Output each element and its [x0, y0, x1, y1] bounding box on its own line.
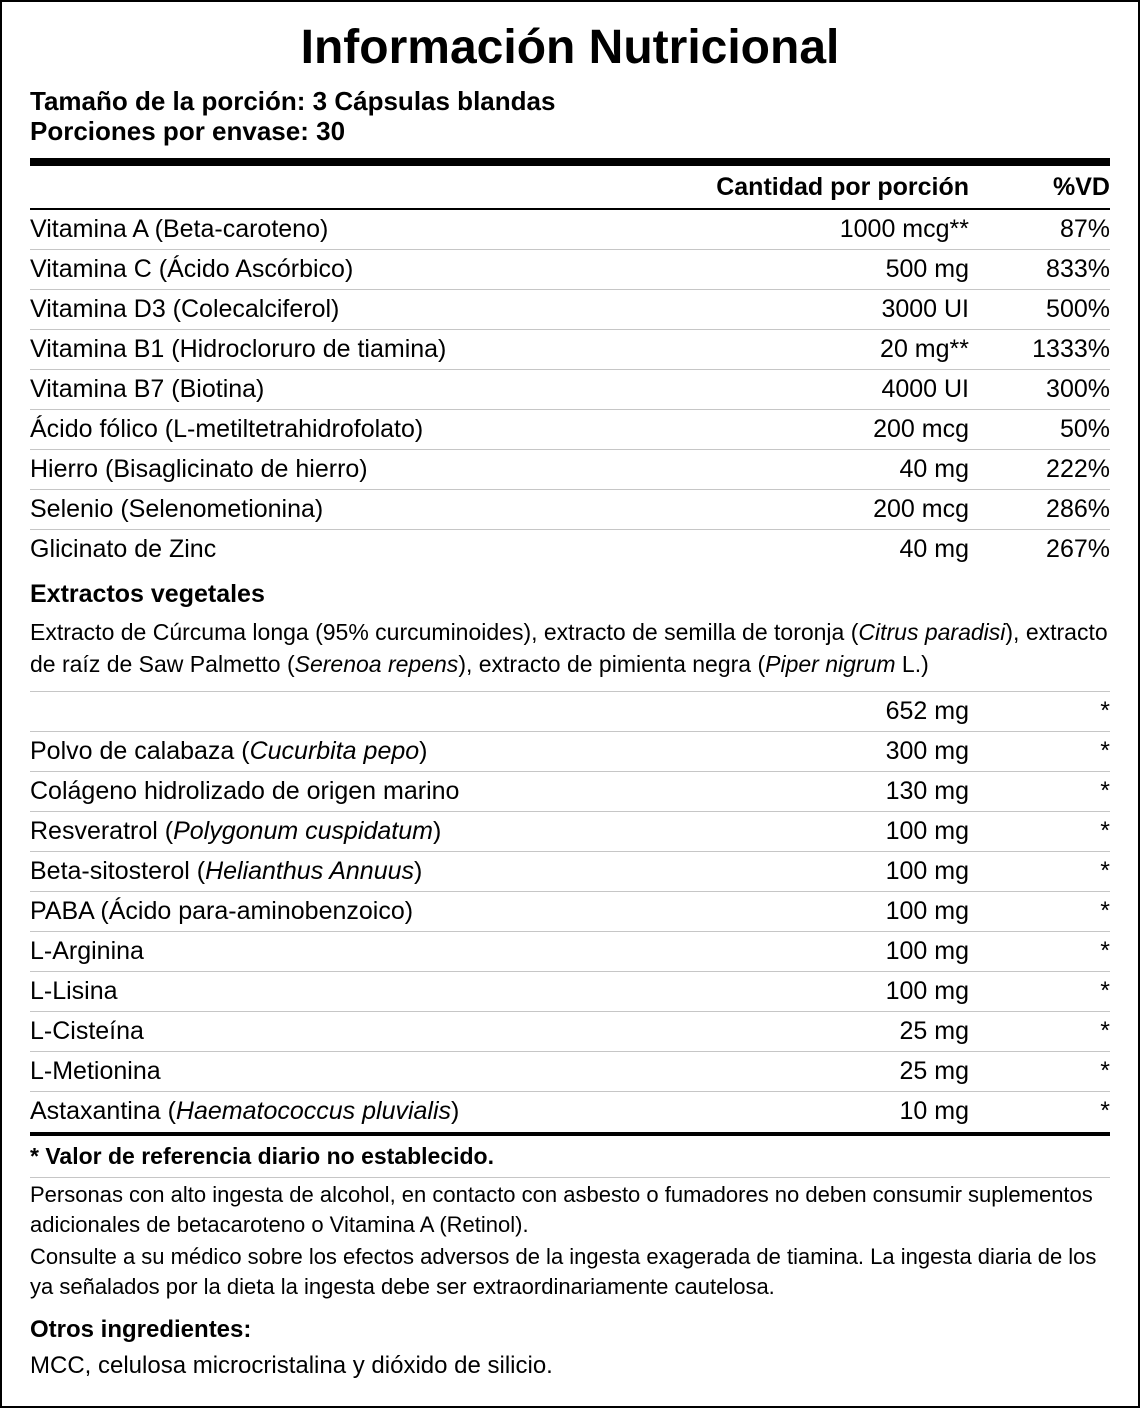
nutrient-dv: 833%	[1046, 255, 1110, 283]
nutrient-name-text: Beta-sitosterol (	[30, 857, 206, 885]
nutrient-row	[30, 972, 1110, 1012]
nutrient-name-text: L-Cisteína	[30, 1017, 144, 1045]
nutrient-amount: 300 mg	[885, 737, 969, 765]
vitamin-row	[30, 490, 1110, 530]
nutrient-name-text: PABA (Ácido para-aminobenzoico)	[30, 897, 414, 925]
nutrient-amount: 200 mcg	[873, 495, 969, 523]
nutrient-name-text: Ácido fólico (L-metiltetrahidrofolato)	[30, 415, 424, 443]
nutrient-name-text: Vitamina B1 (Hidrocloruro de tiamina)	[30, 335, 447, 363]
nutrient-row	[30, 1052, 1110, 1092]
label-title: Información Nutricional	[300, 21, 840, 74]
nutrient-name	[30, 852, 669, 891]
nutrient-name-text: Vitamina D3 (Colecalciferol)	[30, 295, 340, 323]
nutrient-name-text: Polvo de calabaza (	[30, 737, 250, 765]
serving-size	[30, 86, 1110, 116]
nutrient-amount: 652 mg	[885, 697, 969, 725]
nutrient-name	[30, 410, 669, 449]
nutrient-row	[30, 852, 1110, 892]
nutrient-row	[30, 932, 1110, 972]
nutrient-name-text: L-Lisina	[30, 977, 118, 1005]
nutrient-amount: 100 mg	[885, 857, 969, 885]
nutrient-dv: 300%	[1046, 375, 1110, 403]
nutrient-name-text: Vitamina C (Ácido Ascórbico)	[30, 255, 354, 283]
serving-size-label: Tamaño de la porción:	[30, 86, 306, 116]
extract-rows	[30, 692, 1110, 1132]
description-italic: Piper nigrum	[765, 651, 896, 677]
nutrient-row	[30, 1092, 1110, 1132]
warnings	[30, 1180, 1110, 1302]
description-text: Extracto de Cúrcuma longa (95% curcuminoides), extracto de semilla de toronja (	[30, 619, 859, 645]
plant-extracts-row	[30, 692, 1110, 732]
nutrient-name-text: Colágeno hidrolizado de origen marino	[30, 777, 460, 805]
nutrient-name	[30, 1052, 669, 1091]
vitamin-row	[30, 410, 1110, 450]
nutrient-name	[30, 490, 669, 529]
thick-divider	[30, 158, 1110, 166]
nutrient-name	[30, 1012, 669, 1051]
vitamin-row	[30, 330, 1110, 370]
column-header-amount: Cantidad por porción	[716, 173, 969, 201]
column-header-dv: %VD	[1053, 173, 1110, 201]
footnote: * Valor de referencia diario no establecido.	[30, 1136, 1110, 1178]
nutrient-name-text: Vitamina B7 (Biotina)	[30, 375, 265, 403]
nutrient-dv: *	[1100, 817, 1110, 845]
nutrient-name	[30, 290, 669, 329]
warning-text: Personas con alto ingesta de alcohol, en contacto con asbesto o fumadores no deben consumir suplementos adicionales de betacaroteno o Vitamina A (Retinol).	[30, 1182, 1093, 1237]
vitamin-rows	[30, 210, 1110, 570]
vitamin-row	[30, 290, 1110, 330]
nutrient-dv: *	[1100, 937, 1110, 965]
nutrient-amount: 3000 UI	[881, 295, 969, 323]
nutrient-amount: 25 mg	[899, 1057, 969, 1085]
nutrient-amount: 100 mg	[885, 817, 969, 845]
nutrient-dv: 87%	[1059, 215, 1110, 243]
other-ingredients-text: MCC, celulosa microcristalina y dióxido de silicio.	[30, 1352, 553, 1379]
nutrient-name-text: Vitamina A (Beta-caroteno)	[30, 215, 329, 243]
servings-per-container-label: Porciones por envase:	[30, 116, 309, 146]
vitamin-row	[30, 450, 1110, 490]
nutrient-name-italic: Polygonum cuspidatum	[173, 817, 433, 845]
nutrient-amount: 200 mcg	[873, 415, 969, 443]
description-text: ), extracto de raíz de Saw Palmetto (	[30, 619, 1108, 677]
nutrient-dv: 50%	[1059, 415, 1110, 443]
nutrient-row	[30, 1012, 1110, 1052]
plant-extracts-heading: Extractos vegetales	[30, 580, 265, 608]
nutrient-dv: *	[1100, 977, 1110, 1005]
nutrient-amount: 130 mg	[885, 777, 969, 805]
nutrient-amount: 40 mg	[899, 535, 969, 563]
nutrient-name-text: Astaxantina (	[30, 1097, 176, 1125]
nutrient-amount: 25 mg	[899, 1017, 969, 1045]
nutrient-row	[30, 772, 1110, 812]
nutrient-dv: *	[1100, 777, 1110, 805]
nutrient-name	[30, 812, 669, 851]
vitamin-row	[30, 530, 1110, 570]
nutrient-name-italic: Helianthus Annuus	[205, 857, 414, 885]
nutrient-dv: 267%	[1046, 535, 1110, 563]
nutrient-name-italic: Cucurbita pepo	[249, 737, 420, 765]
nutrient-name	[30, 370, 669, 409]
nutrient-name-italic: Haematococcus pluvialis	[175, 1097, 452, 1125]
nutrient-name	[30, 692, 669, 731]
nutrient-dv: *	[1100, 857, 1110, 885]
nutrient-amount: 100 mg	[885, 937, 969, 965]
nutrient-row	[30, 892, 1110, 932]
nutrient-name	[30, 932, 669, 971]
nutrient-name-text: )	[414, 857, 423, 885]
nutrient-name	[30, 892, 669, 931]
nutrient-name-text: Selenio (Selenometionina)	[30, 495, 324, 523]
nutrient-amount: 100 mg	[885, 897, 969, 925]
nutrient-name-text: Hierro (Bisaglicinato de hierro)	[30, 455, 368, 483]
nutrient-amount: 10 mg	[899, 1097, 969, 1125]
nutrient-dv: 286%	[1046, 495, 1110, 523]
vitamin-row	[30, 370, 1110, 410]
nutrient-amount: 500 mg	[885, 255, 969, 283]
other-ingredients-heading: Otros ingredientes:	[30, 1316, 252, 1343]
description-italic: Serenoa repens	[294, 651, 459, 677]
nutrient-name	[30, 330, 669, 369]
description-italic: Citrus paradisi	[858, 619, 1006, 645]
nutrient-name	[30, 250, 669, 289]
servings-per-container-value: 30	[316, 116, 346, 146]
nutrient-dv: *	[1100, 897, 1110, 925]
nutrient-name-text: L-Metionina	[30, 1057, 161, 1085]
nutrient-amount: 20 mg**	[880, 335, 969, 363]
nutrient-dv: 1333%	[1032, 335, 1110, 363]
nutrient-name	[30, 772, 669, 811]
nutrient-name	[30, 210, 669, 249]
nutrient-amount: 4000 UI	[881, 375, 969, 403]
column-header-row	[30, 166, 1110, 210]
nutrient-dv: *	[1100, 737, 1110, 765]
nutrient-amount: 100 mg	[885, 977, 969, 1005]
nutrient-name	[30, 1092, 669, 1131]
nutrient-dv: *	[1100, 1057, 1110, 1085]
servings-per-container	[30, 116, 1110, 146]
nutrient-dv: *	[1100, 1017, 1110, 1045]
serving-info	[30, 86, 1110, 146]
nutrient-name-text: Glicinato de Zinc	[30, 535, 217, 563]
nutrient-name	[30, 450, 669, 489]
plant-extracts-description	[30, 616, 1116, 680]
nutrient-name-text: )	[432, 817, 442, 845]
vitamin-row	[30, 250, 1110, 290]
description-text: ), extracto de pimienta negra (	[458, 651, 766, 677]
nutrient-row	[30, 812, 1110, 852]
nutrient-name-text: Resveratrol (	[30, 817, 174, 845]
nutrient-dv: *	[1100, 697, 1110, 725]
nutrient-dv: *	[1100, 1097, 1110, 1125]
nutrient-dv: 222%	[1046, 455, 1110, 483]
description-text: L.)	[895, 651, 929, 677]
nutrient-amount: 1000 mcg**	[839, 215, 969, 243]
nutrient-name-text: L-Arginina	[30, 937, 144, 965]
nutrient-name	[30, 530, 669, 569]
nutrient-dv: 500%	[1046, 295, 1110, 323]
plant-extracts-description-block	[30, 616, 1110, 692]
nutrient-name	[30, 972, 669, 1011]
nutrient-row	[30, 732, 1110, 772]
column-header-spacer	[30, 166, 669, 208]
vitamin-row	[30, 210, 1110, 250]
warning-text: Consulte a su médico sobre los efectos adversos de la ingesta exagerada de tiamina. La ingesta diaria de los ya señalados por la dieta la ingesta debe ser extraordinariamente cautelosa.	[30, 1244, 1097, 1299]
nutrient-name-text: )	[451, 1097, 460, 1125]
nutrient-amount: 40 mg	[899, 455, 969, 483]
serving-size-value: 3 Cápsulas blandas	[312, 86, 556, 116]
nutrient-name	[30, 732, 669, 771]
nutrient-name-text: )	[419, 737, 428, 765]
